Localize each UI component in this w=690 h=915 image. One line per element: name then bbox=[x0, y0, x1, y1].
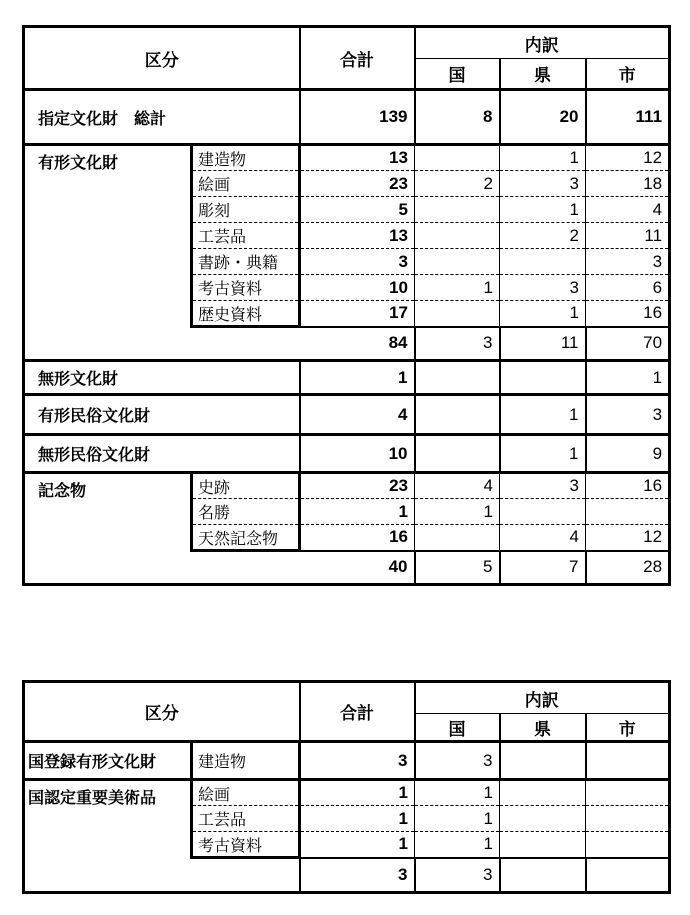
national-cell: 3 bbox=[415, 858, 500, 893]
prefecture-cell: 1 bbox=[500, 145, 586, 171]
national-cell bbox=[415, 395, 500, 435]
city-cell: 1 bbox=[586, 361, 670, 395]
city-cell bbox=[586, 499, 670, 525]
registered-properties-table bbox=[22, 680, 671, 894]
national-cell: 5 bbox=[415, 551, 500, 585]
prefecture-cell bbox=[500, 742, 586, 780]
city-cell: 18 bbox=[586, 171, 670, 197]
col-header-city: 市 bbox=[586, 59, 670, 90]
city-cell bbox=[586, 832, 670, 858]
total-cell: 13 bbox=[300, 223, 415, 249]
col-header-national: 国 bbox=[415, 59, 500, 90]
prefecture-cell bbox=[500, 249, 586, 275]
city-cell: 4 bbox=[586, 197, 670, 223]
col-header-total: 合計 bbox=[300, 27, 415, 90]
city-cell: 16 bbox=[586, 473, 670, 499]
national-cell: 4 bbox=[415, 473, 500, 499]
header-row bbox=[24, 27, 670, 59]
col-header-prefecture: 県 bbox=[500, 714, 586, 742]
total-cell: 3 bbox=[300, 858, 415, 893]
national-cell: 3 bbox=[415, 742, 500, 780]
item-name-cell: 史跡 bbox=[192, 473, 300, 499]
total-cell: 13 bbox=[300, 145, 415, 171]
header-row bbox=[24, 682, 670, 714]
col-header-city: 市 bbox=[586, 714, 670, 742]
prefecture-cell bbox=[500, 832, 586, 858]
city-cell: 28 bbox=[586, 551, 670, 585]
item-name-cell: 工芸品 bbox=[192, 223, 300, 249]
item-row bbox=[24, 145, 670, 171]
total-cell: 3 bbox=[300, 742, 415, 780]
city-cell: 6 bbox=[586, 275, 670, 301]
total-cell: 1 bbox=[300, 499, 415, 525]
prefecture-cell: 1 bbox=[500, 435, 586, 473]
col-header-breakdown: 内訳 bbox=[415, 682, 670, 714]
city-cell: 12 bbox=[586, 145, 670, 171]
national-cell: 1 bbox=[415, 499, 500, 525]
city-cell: 111 bbox=[586, 90, 670, 145]
total-cell: 1 bbox=[300, 780, 415, 806]
item-name-cell: 考古資料 bbox=[192, 832, 300, 858]
national-cell bbox=[415, 249, 500, 275]
city-cell: 9 bbox=[586, 435, 670, 473]
prefecture-cell: 11 bbox=[500, 327, 586, 361]
national-cell bbox=[415, 197, 500, 223]
prefecture-cell: 4 bbox=[500, 525, 586, 551]
total-cell: 5 bbox=[300, 197, 415, 223]
prefecture-cell bbox=[500, 806, 586, 832]
category-row bbox=[24, 361, 670, 395]
city-cell: 3 bbox=[586, 395, 670, 435]
city-cell: 11 bbox=[586, 223, 670, 249]
national-cell bbox=[415, 361, 500, 395]
col-header-total: 合計 bbox=[300, 682, 415, 742]
category-cell: 有形文化財 bbox=[24, 145, 192, 361]
item-name-cell: 工芸品 bbox=[192, 806, 300, 832]
total-cell: 23 bbox=[300, 473, 415, 499]
empty-cell bbox=[192, 858, 300, 893]
category-cell: 無形民俗文化財 bbox=[24, 435, 300, 473]
col-header-prefecture: 県 bbox=[500, 59, 586, 90]
city-cell bbox=[586, 742, 670, 780]
category-row bbox=[24, 435, 670, 473]
category-cell: 指定文化財 総計 bbox=[24, 90, 300, 145]
national-cell: 8 bbox=[415, 90, 500, 145]
total-cell: 1 bbox=[300, 361, 415, 395]
prefecture-cell bbox=[500, 499, 586, 525]
item-name-cell: 考古資料 bbox=[192, 275, 300, 301]
national-cell: 2 bbox=[415, 171, 500, 197]
item-row bbox=[24, 473, 670, 499]
national-cell bbox=[415, 223, 500, 249]
city-cell bbox=[586, 780, 670, 806]
total-cell: 10 bbox=[300, 275, 415, 301]
total-cell: 4 bbox=[300, 395, 415, 435]
item-name-cell: 絵画 bbox=[192, 171, 300, 197]
prefecture-cell: 3 bbox=[500, 473, 586, 499]
category-row bbox=[24, 742, 670, 780]
prefecture-cell: 7 bbox=[500, 551, 586, 585]
total-cell: 16 bbox=[300, 525, 415, 551]
item-name-cell: 建造物 bbox=[192, 145, 300, 171]
national-cell: 1 bbox=[415, 780, 500, 806]
col-header-national: 国 bbox=[415, 714, 500, 742]
prefecture-cell: 1 bbox=[500, 197, 586, 223]
prefecture-cell: 1 bbox=[500, 395, 586, 435]
city-cell: 70 bbox=[586, 327, 670, 361]
grand-total-row bbox=[24, 90, 670, 145]
category-cell: 国登録有形文化財 bbox=[24, 742, 192, 780]
item-name-cell: 書跡・典籍 bbox=[192, 249, 300, 275]
total-cell: 139 bbox=[300, 90, 415, 145]
total-cell: 17 bbox=[300, 301, 415, 327]
category-cell: 無形文化財 bbox=[24, 361, 300, 395]
category-cell: 国認定重要美術品 bbox=[24, 780, 192, 893]
item-name-cell: 歴史資料 bbox=[192, 301, 300, 327]
empty-cell bbox=[192, 551, 300, 585]
item-name-cell: 彫刻 bbox=[192, 197, 300, 223]
col-header-category: 区分 bbox=[24, 27, 300, 90]
city-cell: 12 bbox=[586, 525, 670, 551]
category-row bbox=[24, 395, 670, 435]
prefecture-cell: 3 bbox=[500, 171, 586, 197]
prefecture-cell: 20 bbox=[500, 90, 586, 145]
city-cell bbox=[586, 806, 670, 832]
city-cell bbox=[586, 858, 670, 893]
national-cell bbox=[415, 525, 500, 551]
city-cell: 16 bbox=[586, 301, 670, 327]
total-cell: 3 bbox=[300, 249, 415, 275]
total-cell: 1 bbox=[300, 832, 415, 858]
designated-properties-table bbox=[22, 25, 671, 586]
national-cell: 1 bbox=[415, 806, 500, 832]
item-name-cell: 絵画 bbox=[192, 780, 300, 806]
national-cell bbox=[415, 301, 500, 327]
item-name-cell: 天然記念物 bbox=[192, 525, 300, 551]
national-cell bbox=[415, 435, 500, 473]
national-cell: 1 bbox=[415, 832, 500, 858]
item-row bbox=[24, 780, 670, 806]
total-cell: 1 bbox=[300, 806, 415, 832]
prefecture-cell bbox=[500, 361, 586, 395]
national-cell bbox=[415, 145, 500, 171]
prefecture-cell bbox=[500, 780, 586, 806]
national-cell: 3 bbox=[415, 327, 500, 361]
prefecture-cell: 3 bbox=[500, 275, 586, 301]
total-cell: 40 bbox=[300, 551, 415, 585]
total-cell: 10 bbox=[300, 435, 415, 473]
category-cell: 有形民俗文化財 bbox=[24, 395, 300, 435]
col-header-category: 区分 bbox=[24, 682, 300, 742]
category-cell: 記念物 bbox=[24, 473, 192, 585]
total-cell: 84 bbox=[300, 327, 415, 361]
prefecture-cell bbox=[500, 858, 586, 893]
national-cell: 1 bbox=[415, 275, 500, 301]
col-header-breakdown: 内訳 bbox=[415, 27, 670, 59]
city-cell: 3 bbox=[586, 249, 670, 275]
prefecture-cell: 1 bbox=[500, 301, 586, 327]
item-name-cell: 名勝 bbox=[192, 499, 300, 525]
prefecture-cell: 2 bbox=[500, 223, 586, 249]
item-name-cell: 建造物 bbox=[192, 742, 300, 780]
empty-cell bbox=[192, 327, 300, 361]
total-cell: 23 bbox=[300, 171, 415, 197]
